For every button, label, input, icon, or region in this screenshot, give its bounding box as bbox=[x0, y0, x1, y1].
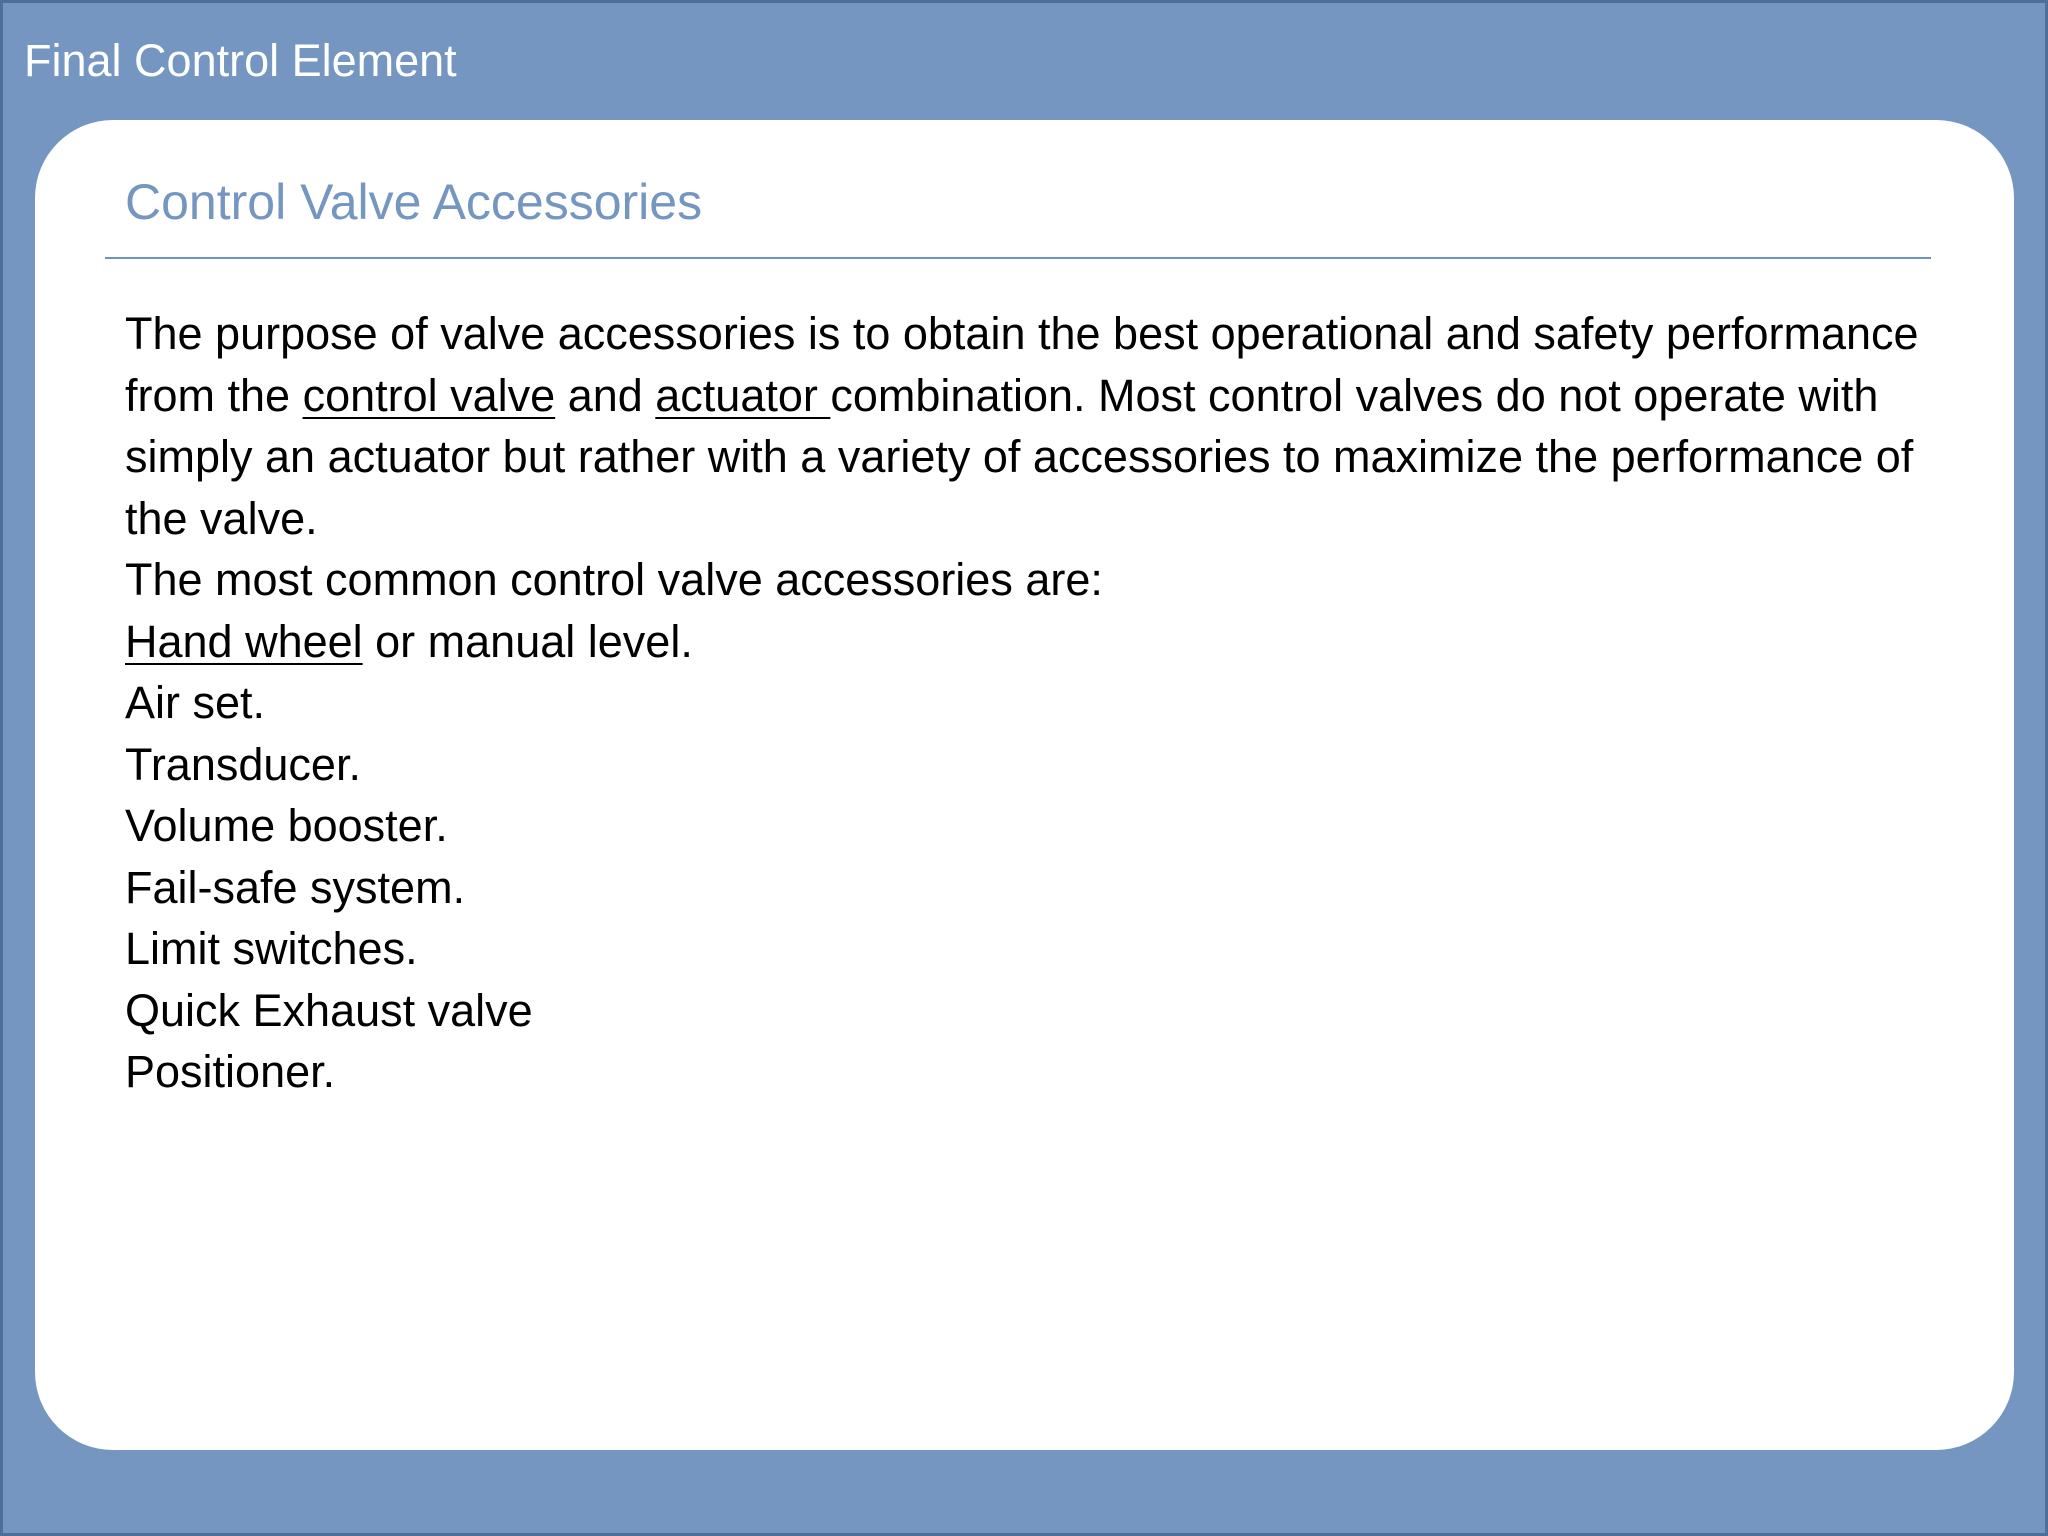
list-item: Limit switches. bbox=[125, 923, 418, 974]
hand-wheel-link[interactable]: Hand wheel bbox=[125, 615, 363, 667]
list-item: Air set. bbox=[125, 677, 266, 728]
list-item: Transducer. bbox=[125, 738, 361, 790]
list-item: Volume booster. bbox=[125, 800, 448, 851]
intro-text-part2: and bbox=[555, 369, 656, 421]
control-valve-link[interactable]: control valve bbox=[302, 369, 556, 421]
intro-text-part1: The purpose of valve accessories is to obtain the best operational and safety performance from the bbox=[125, 308, 1919, 421]
list-intro: The most common control valve accessories are: bbox=[125, 554, 1103, 605]
slide-heading: Control Valve Accessories bbox=[125, 174, 703, 230]
body-text bbox=[125, 303, 1925, 1103]
accessory-list bbox=[125, 611, 1925, 1103]
list-item: Positioner. bbox=[125, 1046, 336, 1097]
content-card bbox=[35, 120, 2014, 1450]
hand-wheel-rest: or manual level. bbox=[362, 615, 693, 667]
list-item-hand-wheel bbox=[125, 611, 1925, 673]
heading-divider bbox=[105, 257, 1931, 259]
actuator-link[interactable]: actuator bbox=[655, 369, 831, 421]
intro-text-part3: combination. Most control valves do not operate with simply an actuator but rather with a variety of accessories to maximize the performance of the valve. bbox=[125, 369, 1914, 544]
list-item: Quick Exhaust valve bbox=[125, 984, 533, 1036]
section-title: Final Control Element bbox=[24, 35, 457, 86]
list-item: Fail-safe system. bbox=[125, 861, 466, 913]
intro-paragraph bbox=[125, 303, 1925, 549]
